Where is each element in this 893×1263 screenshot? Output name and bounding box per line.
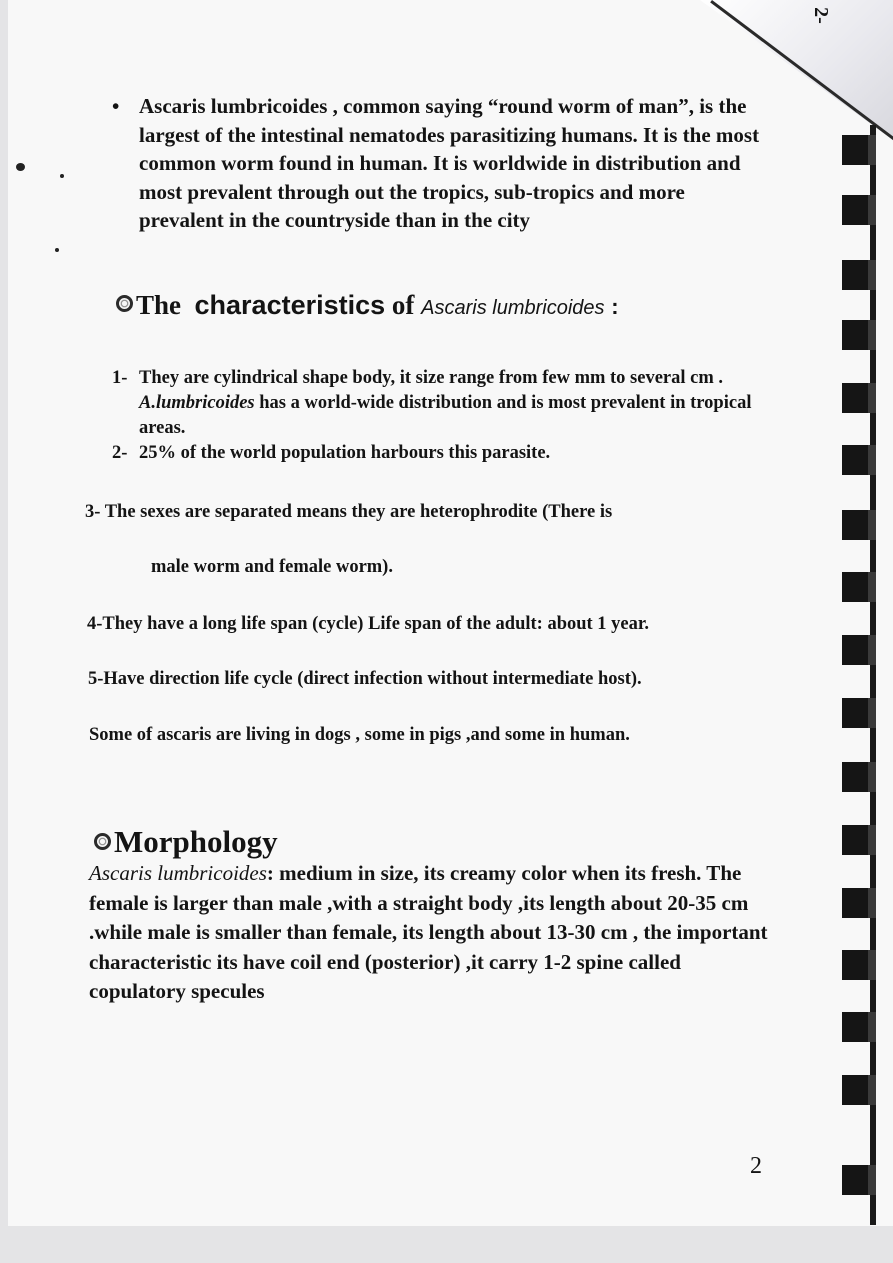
corner-handwritten-mark: 2- [809, 7, 832, 24]
list-item: 1- They are cylindrical shape body, it size range from few mm to several cm . A.lumbricoides has a world-wide distribution and is most prevalent in tropical areas. [112, 368, 752, 438]
ink-speck [60, 174, 64, 178]
intro-text: Ascaris lumbricoides , common saying “round worm of man”, is the largest of the intestinal nematodes parasitizing humans. It is the most common worm found in human. It is worldwide in distribution and most prevalent through out the tropics, sub-tropics and more prevalent in the countryside than in the city [139, 94, 760, 232]
hosts-note: Some of ascaris are living in dogs , some in pigs ,and some in human. [89, 725, 630, 745]
ink-speck [55, 248, 59, 252]
item-5: 5-Have direction life cycle (direct infection without intermediate host). [88, 669, 642, 689]
heading-bullet-icon [116, 295, 133, 312]
bullet-icon: • [112, 94, 120, 118]
morphology-heading: Morphology [94, 824, 278, 860]
list-item: 2- 25% of the world population harbours this parasite. [112, 443, 551, 463]
heading-bullet-icon [94, 833, 111, 850]
characteristics-heading: The characteristics of Ascaris lumbricoides : [116, 290, 619, 321]
item-3-line-2: male worm and female worm). [151, 557, 393, 577]
binding-spine [870, 125, 876, 1225]
ink-speck [16, 163, 25, 171]
item-3-line-1: 3- The sexes are separated means they are heterophrodite (There is [85, 502, 613, 522]
spiral-binding [842, 125, 880, 1225]
item-4: 4-They have a long life span (cycle) Life span of the adult: about 1 year. [87, 614, 650, 634]
page-number: 2 [750, 1153, 762, 1179]
intro-paragraph [112, 92, 772, 235]
morphology-paragraph: Ascaris lumbricoides: medium in size, its creamy color when its fresh. The female is larger than male ,with a straight body ,its length about 20-35 cm .while male is smaller than female, its length about 13-30 cm , the important characteristic its have coil end (posterior) ,it carry 1-2 spine called copulatory specules [89, 861, 768, 1003]
characteristics-list [112, 366, 792, 466]
